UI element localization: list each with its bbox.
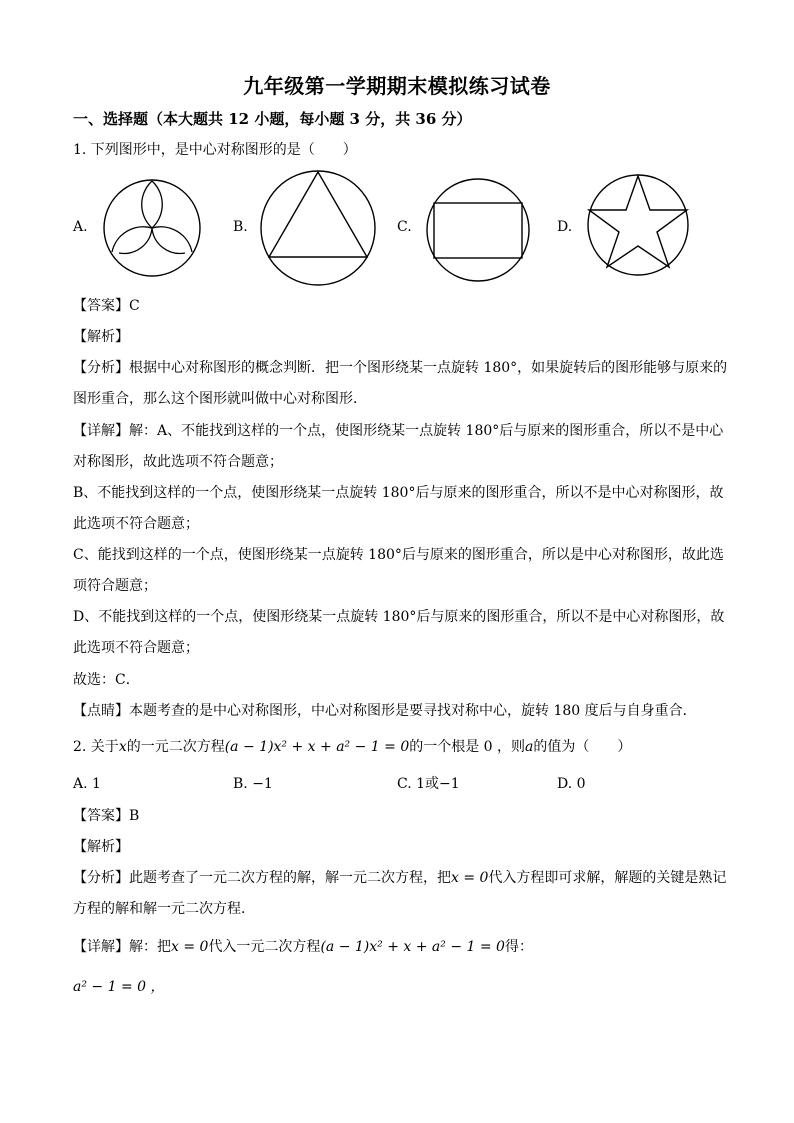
q2-analysis-line	[73, 868, 726, 888]
q1-option-c-label: C.	[397, 219, 412, 235]
q2-detail-text: 【详解】解：把	[73, 939, 171, 955]
q2-equation: (a − 1)x² + x + a² − 1 = 0	[224, 739, 410, 755]
q2-analysis-equation: x = 0	[451, 870, 489, 886]
q2-answer: 【答案】B	[73, 808, 140, 824]
q1-key-point: 【点睛】本题考查的是中心对称图形，中心对称图形是要寻找对称中心，旋转 180 度后与自身重合．	[73, 703, 697, 719]
page-title: 九年级第一学期期末模拟练习试卷	[243, 74, 551, 98]
q1-stem: 1. 下列图形中，是中心对称图形的是（ ）	[73, 142, 357, 158]
q1-answer: 【答案】C	[73, 298, 140, 314]
q2-option-b: B. −1	[233, 776, 273, 792]
q2-analysis-heading: 【解析】	[73, 839, 129, 855]
q2-analysis-text: 【分析】此题考查了一元二次方程的解，解一元二次方程，把	[73, 870, 451, 886]
q1-option-b-label: B.	[233, 219, 248, 235]
section-heading: 一、选择题（本大题共 12 小题，每小题 3 分，共 36 分）	[73, 110, 472, 128]
q2-option-c: C. 1或−1	[397, 776, 460, 792]
q2-stem-mid: 的一元二次方程	[126, 739, 225, 755]
q2-option-a: A. 1	[73, 776, 101, 792]
variable-a: a	[525, 739, 534, 755]
q1-detail-line: D、不能找到这样的一个点，使图形绕某一点旋转 180°后与原来的图形重合，所以不是中心对称图形，故	[73, 609, 725, 625]
q1-analysis-heading: 【解析】	[73, 329, 129, 345]
q2-stem-suffix: 的一个根是 0 ，则	[409, 739, 526, 755]
q2-detail-line	[73, 937, 533, 957]
q1-analysis-line: 图形重合，那么这个图形就叫做中心对称图形．	[73, 391, 367, 407]
option-d-star-in-circle-figure	[584, 172, 692, 278]
q2-stem-end: 的值为（ ）	[533, 739, 632, 755]
q1-detail-line: B、不能找到这样的一个点，使图形绕某一点旋转 180°后与原来的图形重合，所以不是中心对称图形，故	[73, 485, 724, 501]
variable-x: x	[118, 739, 127, 755]
q2-detail-text: 代入一元二次方程	[208, 939, 321, 955]
q2-result-equation: a² − 1 = 0 ，	[73, 979, 165, 995]
q1-detail-line: 项符合题意；	[73, 578, 157, 594]
option-a-three-arcs-figure	[99, 177, 205, 279]
q2-detail-equation: (a − 1)x² + x + a² − 1 = 0	[320, 939, 505, 955]
q2-option-d: D. 0	[557, 776, 586, 792]
q1-detail-line: 此选项不符合题意；	[73, 516, 199, 532]
q2-analysis-text: 代入方程即可求解，解题的关键是熟记	[488, 870, 727, 886]
option-c-rectangle-in-circle-figure	[423, 176, 533, 284]
q2-detail-text: 得：	[504, 939, 533, 955]
q1-option-a-label: A.	[73, 219, 88, 235]
q1-detail-line: 此选项不符合题意；	[73, 640, 199, 656]
q2-analysis-line: 方程的解和解一元二次方程．	[73, 901, 255, 917]
q1-detail-line: 对称图形，故此选项不符合题意；	[73, 454, 283, 470]
q1-option-d-label: D.	[557, 219, 573, 235]
q1-conclusion: 故选：C．	[73, 672, 140, 688]
q2-stem-prefix: 2. 关于	[73, 739, 119, 755]
q2-detail-equation: x = 0	[171, 939, 209, 955]
q1-analysis-line: 【分析】根据中心对称图形的概念判断．把一个图形绕某一点旋转 180°，如果旋转后的图形能够与原来的	[73, 360, 728, 376]
option-b-triangle-in-circle-figure	[258, 168, 378, 288]
q2-stem	[73, 737, 631, 757]
q1-detail-line: C、能找到这样的一个点，使图形绕某一点旋转 180°后与原来的图形重合，所以是中心对称图形，故此选	[73, 547, 724, 563]
q1-detail-line: 【详解】解：A、不能找到这样的一个点，使图形绕某一点旋转 180°后与原来的图形重合，所以不是中心	[73, 423, 724, 439]
